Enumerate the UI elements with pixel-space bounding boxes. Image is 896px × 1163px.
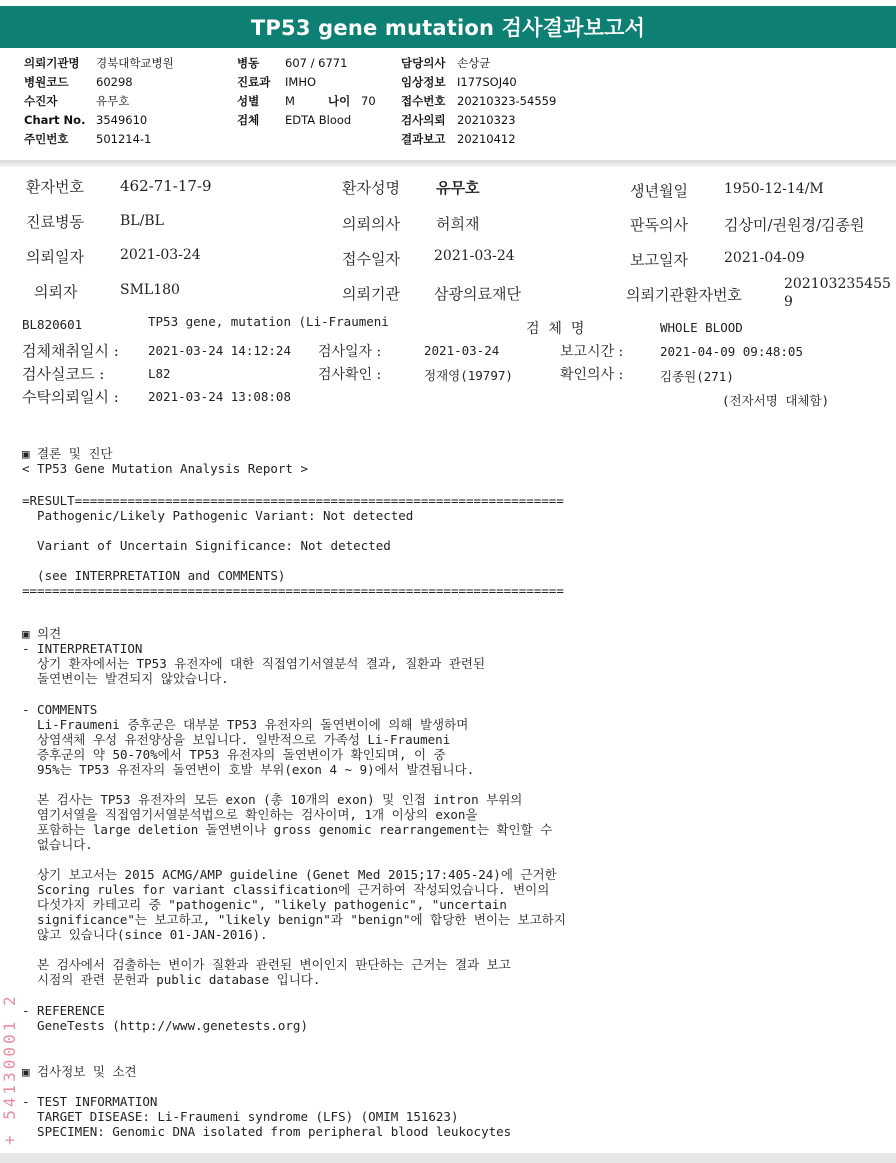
section-test-information: - TEST INFORMATION TARGET DISEASE: Li-Fraumeni syndrome (LFS) (OMIM 151623) SPECIMEN: Genomic DNA isolated from peripheral blood leukocytes [22,1094,512,1139]
label-requesting-doctor: 의뢰의사 [342,215,400,233]
section-conclusion: ▣ 결론 및 진단 < TP53 Gene Mutation Analysis Report > [22,446,308,476]
label-specimen-name: 검 체 명 [526,321,585,337]
header-col3 [401,54,556,149]
label-request-date: 의뢰일자 [26,248,84,266]
label-specimen: 검체 [237,113,260,127]
header-row-test-request [401,111,556,130]
e-signature-note: (전자서명 대체함) [722,393,830,408]
header-col1 [24,54,174,149]
section-test-info-heading: ▣ 검사정보 및 소견 [22,1064,137,1079]
test-name: TP53 gene, mutation (Li-Fraumeni [148,314,389,329]
value-birthdate: 1950-12-14/M [724,181,824,197]
value-institution-patient-no-1: 202103235455 [784,276,891,292]
header-row-specimen [237,111,376,130]
side-stamp-number: + 54130001 2 [0,993,19,1145]
label-clinical-info: 임상정보 [401,75,446,89]
value-patient-no: 462-71-17-9 [120,177,212,195]
value-report-date: 2021-04-09 [724,250,805,266]
label-institution-patient-no: 의뢰기관환자번호 [626,286,742,304]
value-consign-datetime: 2021-03-24 13:08:08 [148,389,291,404]
value-clinical-info: I177SOJ40 [457,75,517,89]
result-block: =RESULT================================================================= Pathogenic/Likely Pathogenic Variant: Not detected Variant of Uncertain Significance: Not detected (see INTERPRETATION and COMMENTS) ======================================================================== [22,493,564,598]
header-row-chart-no [24,111,174,130]
label-sex: 성별 [237,94,260,108]
value-confirming-doctor: 김종원(271) [660,369,734,384]
value-examinee: 유무호 [96,94,130,108]
header-row-institution [24,54,174,73]
label-report-time: 보고시간 : [560,344,624,360]
header-row-hospital-code [24,73,174,92]
label-confirming-doctor: 확인의사 : [560,367,624,383]
value-reading-doctor: 김상미/권원경/김종원 [724,216,865,234]
value-requester: SML180 [120,282,180,298]
label-consign-datetime: 수탁의뢰일시 : [22,388,119,406]
header-col2 [237,54,376,130]
value-patient-name: 유무호 [436,179,480,197]
value-department: IMHO [285,75,317,89]
value-ward: 607 / 6771 [285,56,348,70]
label-receipt-no: 접수번호 [401,94,446,108]
bottom-strip [0,1153,896,1163]
label-receipt-date: 접수일자 [342,250,400,268]
value-request-date: 2021-03-24 [120,247,201,263]
value-test-confirm: 정재영(19797) [424,368,513,383]
header-row-receipt-no [401,92,556,111]
label-birthdate: 생년월일 [630,182,688,200]
value-institution-patient-no-2: 9 [784,294,793,310]
label-chart-no: Chart No. [24,113,86,127]
value-report-time: 2021-04-09 09:48:05 [660,344,803,359]
header-row-resident-no [24,130,174,149]
label-doctor: 담당의사 [401,56,446,70]
label-patient-no: 환자번호 [26,178,84,196]
value-resident-no: 501214-1 [96,132,152,146]
value-requesting-doctor: 허희재 [436,215,480,233]
label-department: 진료과 [237,75,271,89]
header-row-doctor [401,54,556,73]
value-sex: M [285,94,295,108]
label-ward-bed: 진료병동 [26,213,84,231]
label-test-request: 검사의뢰 [401,113,446,127]
header-row-clinical-info [401,73,556,92]
section-opinion-interpretation: ▣ 의견 - INTERPRETATION 상기 환자에서는 TP53 유전자에 대한 직접염기서열분석 결과, 질환과 관련된 돌연변이는 발견되지 않았습니다. [22,626,486,686]
header-row-department [237,73,376,92]
label-lab-code: 검사실코드 : [22,365,105,383]
header-row-sex-age [237,92,376,111]
value-collection-datetime: 2021-03-24 14:12:24 [148,343,291,358]
label-report-date: 보고일자 [630,251,688,269]
label-requesting-institution: 의뢰기관 [342,285,400,303]
value-specimen-name: WHOLE BLOOD [660,320,743,335]
label-test-confirm: 검사확인 : [318,367,382,383]
value-age: 70 [361,94,376,108]
header-row-ward [237,54,376,73]
label-requester: 의뢰자 [34,283,78,301]
label-resident-no: 주민번호 [24,132,69,146]
test-code: BL820601 [22,317,83,332]
label-test-date: 검사일자 : [318,344,382,360]
value-specimen: EDTA Blood [285,113,352,127]
label-institution: 의뢰기관명 [24,56,80,70]
value-test-date: 2021-03-24 [424,343,500,358]
value-doctor: 손상균 [457,56,491,70]
value-ward-bed: BL/BL [120,213,164,229]
label-age: 나이 [328,94,351,108]
section-comments: - COMMENTS Li-Fraumeni 증후군은 대부분 TP53 유전자의 돌연변이에 의해 발생하며 상염색체 우성 유전양상을 보입니다. 일반적으로 가족성 Li-Fraumeni 증후군의 약 50-70%에서 TP53 유전자의 돌연변이가 확인되며, 이 중 95%는 TP53 유전자의 돌연변이 호발 부위(exon 4 ~ 9)에서 발견됩니다. 본 검사는 TP53 유전자의 모든 exon (총 10개의 exon) 및 인접 intron 부위의 염기서열을 직접염기서열분석법으로 확인하는 검사이며, 1개 이상의 exon을 포함하는 large deletion 돌연변이나 gross genomic rearrangement는 확인할 수 없습니다. 상기 보고서는 2015 ACMG/AMP guideline (Genet Med 2015;17:405-24)에 근거한 Scoring rules for variant classification에 근거하여 작성되었습니다. 변이의 다섯가지 카테고리 중 "pathogenic", "likely pathogenic", "uncertain significance"는 보고하고, "likely benign"과 "benign"에 합당한 변이는 보고하지 않고 있습니다(since 01-JAN-2016). 본 검사에서 검출하는 변이가 질환과 관련된 변이인지 판단하는 근거는 결과 보고 시점의 관련 문헌과 public database 입니다. [22,702,566,987]
value-requesting-institution: 삼광의료재단 [434,285,521,303]
value-test-request: 20210323 [457,113,516,127]
report-title: TP53 gene mutation 검사결과보고서 [0,6,896,48]
header-divider [0,160,896,167]
label-hospital-code: 병원코드 [24,75,69,89]
label-examinee: 수진자 [24,94,58,108]
label-reading-doctor: 판독의사 [630,216,688,234]
value-receipt-no: 20210323-54559 [457,94,557,108]
label-ward: 병동 [237,56,260,70]
section-reference: - REFERENCE GeneTests (http://www.genetests.org) [22,1003,308,1033]
label-collection-datetime: 검체채취일시 : [22,342,119,360]
value-receipt-date: 2021-03-24 [434,248,515,264]
value-chart-no: 3549610 [96,113,148,127]
value-institution: 경북대학교병원 [96,56,174,70]
label-result-report: 결과보고 [401,132,446,146]
label-patient-name: 환자성명 [342,179,400,197]
value-lab-code: L82 [148,366,171,381]
value-result-report: 20210412 [457,132,516,146]
value-hospital-code: 60298 [96,75,133,89]
header-row-examinee [24,92,174,111]
header-row-result-report [401,130,556,149]
